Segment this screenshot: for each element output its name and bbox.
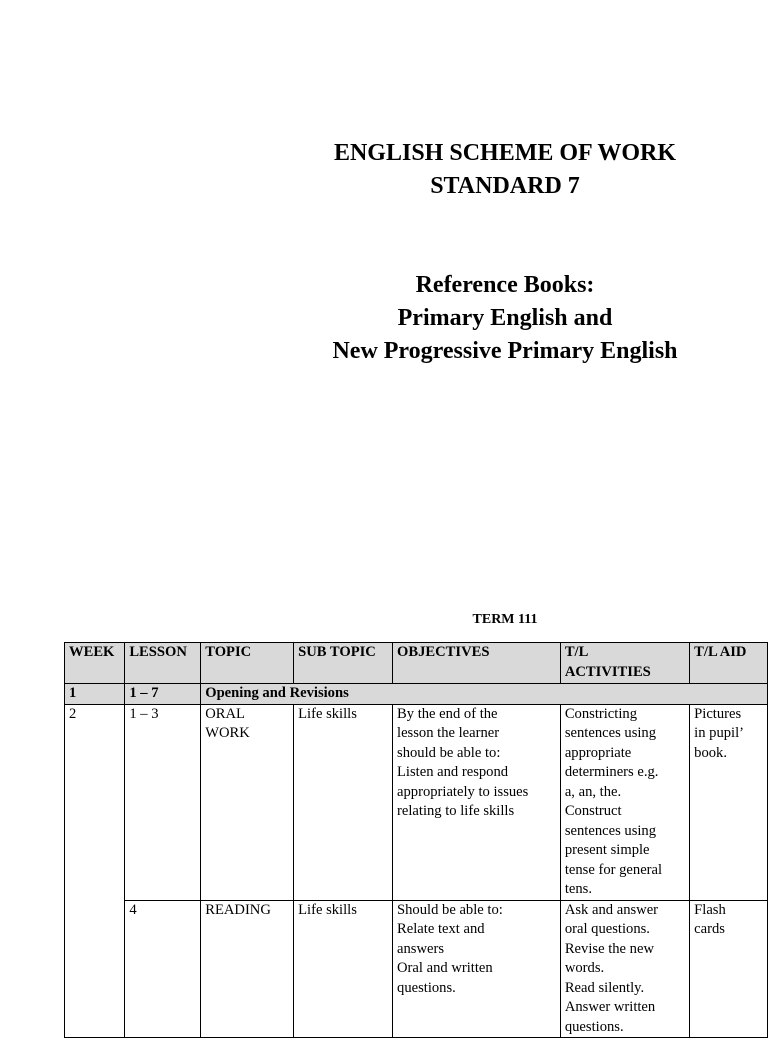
reference-line: Reference Books: bbox=[415, 272, 595, 298]
header-objectives: OBJECTIVES bbox=[393, 643, 561, 684]
title-line: ENGLISH SCHEME OF WORK bbox=[333, 140, 677, 166]
aids-cell: Pictures in pupil’ book. bbox=[690, 704, 768, 900]
opening-text: Opening and Revisions bbox=[201, 684, 768, 705]
term-label: TERM 111 bbox=[472, 612, 538, 627]
opening-week: 1 bbox=[65, 684, 125, 705]
activities-cell: Constricting sentences using appropriate determiners e.g. a, an, the. Construct sentences using present simple tense for general tens. bbox=[560, 704, 689, 900]
header-activities: T/L ACTIVITIES bbox=[560, 643, 689, 684]
opening-row bbox=[65, 684, 768, 705]
topic-cell: READING bbox=[201, 900, 294, 1038]
table-row bbox=[65, 900, 768, 1038]
header-topic: TOPIC bbox=[201, 643, 294, 684]
reference-books bbox=[292, 269, 718, 368]
scheme-table bbox=[64, 642, 768, 1038]
lesson-cell: 1 – 3 bbox=[125, 704, 201, 900]
lesson-cell: 4 bbox=[125, 900, 201, 1038]
activities-cell: Ask and answer oral questions. Revise the new words. Read silently. Answer written questions. bbox=[560, 900, 689, 1038]
header-row bbox=[65, 643, 768, 684]
table-row bbox=[65, 704, 768, 900]
topic-cell: ORAL WORK bbox=[201, 704, 294, 900]
objectives-cell: Should be able to: Relate text and answers Oral and written questions. bbox=[393, 900, 561, 1038]
header-aids: T/L AID bbox=[690, 643, 768, 684]
subtopic-cell: Life skills bbox=[294, 900, 393, 1038]
title-line: STANDARD 7 bbox=[430, 173, 580, 199]
document-title bbox=[292, 137, 718, 203]
reference-line: Primary English and bbox=[397, 305, 613, 331]
reference-line: New Progressive Primary English bbox=[332, 338, 678, 364]
week-cell: 2 bbox=[65, 704, 125, 1038]
opening-lesson: 1 – 7 bbox=[125, 684, 201, 705]
header-subtopic: SUB TOPIC bbox=[294, 643, 393, 684]
aids-cell: Flash cards bbox=[690, 900, 768, 1038]
header-lesson: LESSON bbox=[125, 643, 201, 684]
objectives-cell: By the end of the lesson the learner should be able to: Listen and respond appropriately to issues relating to life skills bbox=[393, 704, 561, 900]
subtopic-cell: Life skills bbox=[294, 704, 393, 900]
header-week: WEEK bbox=[65, 643, 125, 684]
